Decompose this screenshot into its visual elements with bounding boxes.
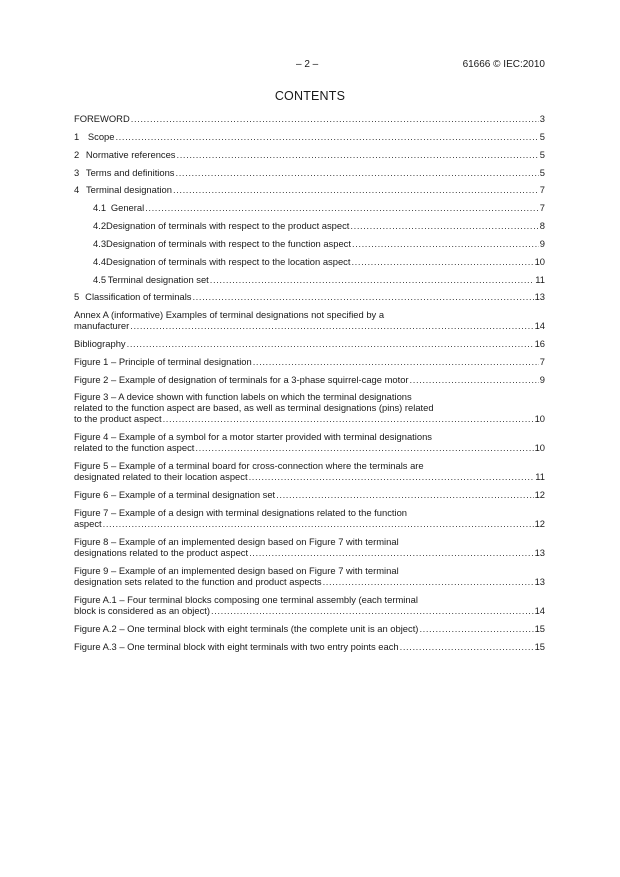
toc-entry-4-1-general[interactable]: 4.1 General ..... 7 bbox=[74, 202, 545, 213]
page-title: CONTENTS bbox=[274, 89, 346, 103]
figure-entry-a3[interactable]: Figure A.3 – One terminal block with eight terminals with two entry points each ..... 15 bbox=[74, 641, 545, 652]
figure-entry-4[interactable]: Figure 4 – Example of a symbol for a motor starter provided with terminal designations related to the function aspect ..... 10 bbox=[74, 431, 545, 453]
toc-entry-annex-a[interactable]: Annex A (informative) Examples of terminal designations not specified by a manufacturer ..... 14 bbox=[74, 309, 545, 331]
figure-entry-2[interactable]: Figure 2 – Example of designation of terminals for a 3-phase squirrel-cage motor ..... 9 bbox=[74, 374, 545, 385]
figure-entry-9[interactable]: Figure 9 – Example of an implemented design based on Figure 7 with terminal designation sets related to the function and product aspects ..... 13 bbox=[74, 565, 545, 587]
figure-entry-a1[interactable]: Figure A.1 – Four terminal blocks composing one terminal assembly (each terminal block is considered as an object) ..... 14 bbox=[74, 594, 545, 616]
figure-entry-1[interactable]: Figure 1 – Principle of terminal designation ..... 7 bbox=[74, 356, 545, 367]
page-number: – 2 – bbox=[296, 59, 319, 70]
figure-entry-a2[interactable]: Figure A.2 – One terminal block with eight terminals (the complete unit is an object) ..... 15 bbox=[74, 623, 545, 634]
figure-entry-6[interactable]: Figure 6 – Example of a terminal designation set ..... 12 bbox=[74, 489, 545, 500]
toc-entry-4-4-location-aspect[interactable]: 4.4 Designation of terminals with respect to the location aspect ..... 10 bbox=[74, 256, 545, 267]
figure-entry-5[interactable]: Figure 5 – Example of a terminal board for cross-connection where the terminals are designated related to their location aspect ..... 11 bbox=[74, 460, 545, 482]
toc-entry-normative-references[interactable]: 2 Normative references ..... 5 bbox=[74, 149, 545, 160]
toc-entry-scope[interactable]: 1 Scope ..... 5 bbox=[74, 131, 545, 142]
toc-entry-4-2-product-aspect[interactable]: 4.2 Designation of terminals with respect to the product aspect ..... 8 bbox=[74, 220, 545, 231]
toc-entry-4-5-designation-set[interactable]: 4.5 Terminal designation set ..... 11 bbox=[74, 274, 545, 285]
figure-entry-8[interactable]: Figure 8 – Example of an implemented design based on Figure 7 with terminal designations related to the product aspect ..... 13 bbox=[74, 536, 545, 558]
page-header bbox=[0, 59, 620, 73]
toc-entry-foreword[interactable]: FOREWORD ..... 3 bbox=[74, 113, 545, 124]
figure-entry-3[interactable]: Figure 3 – A device shown with function labels on which the terminal designations related to the function aspect are based, as well as terminal designations (pins) related to the product aspect ..... 10 bbox=[74, 391, 545, 424]
document-code: 61666 © IEC:2010 bbox=[462, 59, 545, 70]
toc-entry-4-3-function-aspect[interactable]: 4.3 Designation of terminals with respect to the function aspect ..... 9 bbox=[74, 238, 545, 249]
toc-entry-terminal-designation[interactable]: 4 Terminal designation ..... 7 bbox=[74, 184, 545, 195]
toc-entry-terms-definitions[interactable]: 3 Terms and definitions ..... 5 bbox=[74, 167, 545, 178]
toc-entry-classification[interactable]: 5 Classification of terminals ..... 13 bbox=[74, 291, 545, 302]
figure-entry-7[interactable]: Figure 7 – Example of a design with terminal designations related to the function aspect ..... 12 bbox=[74, 507, 545, 529]
toc-entry-bibliography[interactable]: Bibliography ..... 16 bbox=[74, 338, 545, 349]
